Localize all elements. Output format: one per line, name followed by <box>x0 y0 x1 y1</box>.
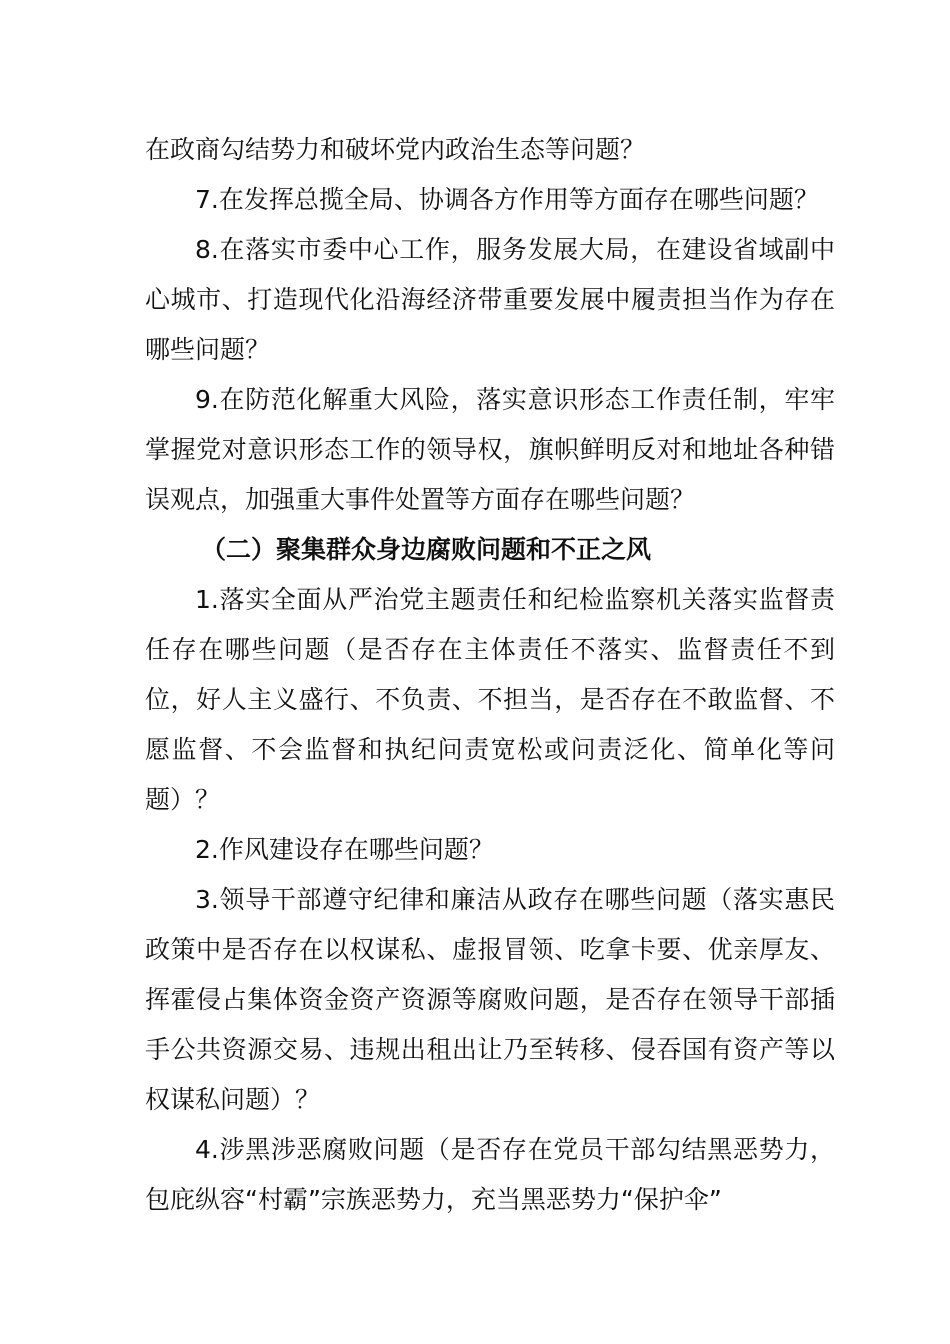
paragraph-item-1: 1.落实全面从严治党主题责任和纪检监察机关落实监督责任存在哪些问题（是否存在主体责任不落实、监督责任不到位，好人主义盛行、不负责、不担当，是否存在不敢监督、不愿监督、不会监督和执纪问责宽松或问责泛化、简单化等问题）？ <box>145 585 835 814</box>
section-heading: （二）聚集群众身边腐败问题和不正之风 <box>201 535 652 564</box>
paragraph-item-9: 9.在防范化解重大风险，落实意识形态工作责任制，牢牢掌握党对意识形态工作的领导权，旗帜鲜明反对和地址各种错误观点，加强重大事件处置等方面存在哪些问题？ <box>145 385 835 514</box>
paragraph-continuation: 在政商勾结势力和破坏党内政治生态等问题？ <box>145 135 646 164</box>
paragraph-item-4: 4.涉黑涉恶腐败问题（是否存在党员干部勾结黑恶势力，包庇纵容“村霸”宗族恶势力，充当黑恶势力“保护伞” <box>145 1135 835 1214</box>
paragraph-item-3: 3.领导干部遵守纪律和廉洁从政存在哪些问题（落实惠民政策中是否存在以权谋私、虚报冒领、吃拿卡要、优亲厚友、挥霍侵占集体资金资产资源等腐败问题，是否存在领导干部插手公共资源交易、违规出租出让乃至转移、侵吞国有资产等以权谋私问题）？ <box>145 885 835 1114</box>
paragraph-item-8: 8.在落实市委中心工作，服务发展大局，在建设省域副中心城市、打造现代化沿海经济带重要发展中履责担当作为存在哪些问题？ <box>145 235 835 364</box>
paragraph-item-7: 7.在发挥总揽全局、协调各方作用等方面存在哪些问题？ <box>195 185 819 214</box>
document-body <box>145 125 835 1225</box>
paragraph-item-2: 2.作风建设存在哪些问题？ <box>195 835 494 864</box>
